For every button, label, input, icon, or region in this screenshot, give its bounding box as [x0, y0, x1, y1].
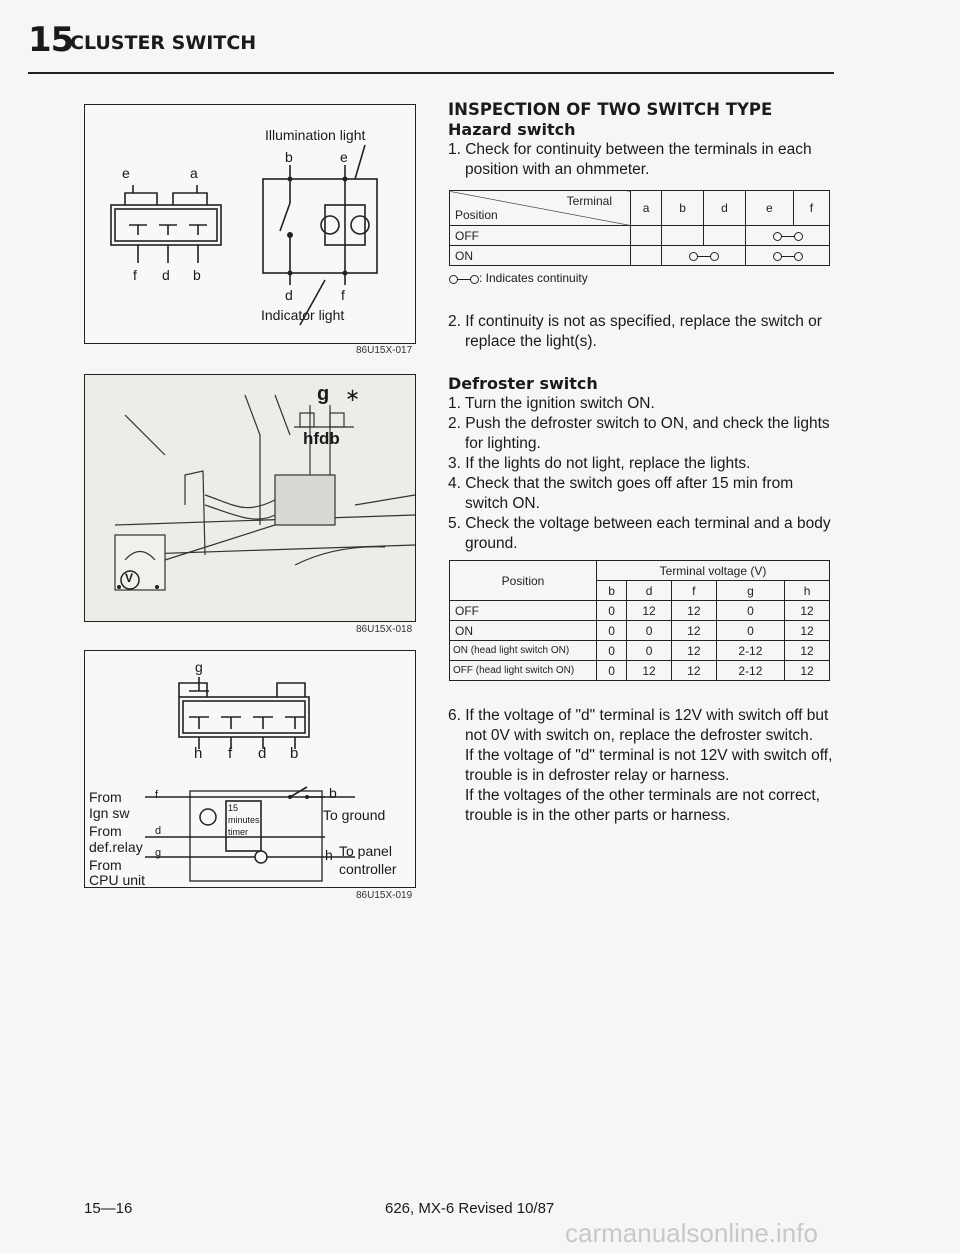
- cell: 12: [785, 641, 830, 661]
- continuity-symbol: [773, 230, 803, 242]
- continuity-symbol: [773, 250, 803, 262]
- table-row: [450, 661, 830, 681]
- defroster-step-5: 5. Check the voltage between each terminal and a body ground.: [448, 515, 831, 552]
- cell: 12: [671, 621, 716, 641]
- defroster-step-1: 1. Turn the ignition switch ON.: [448, 395, 655, 412]
- hazard-continuity-table: [449, 190, 830, 266]
- indicator-label: Indicator light: [261, 307, 345, 323]
- ign-sw-label: Ign sw: [89, 805, 130, 821]
- figure-defroster-circuit: [84, 650, 416, 888]
- row-position: OFF: [450, 601, 597, 621]
- section-number: 15: [28, 20, 74, 60]
- cell: 0: [597, 641, 627, 661]
- photo-label-hfdb: hfdb: [303, 429, 340, 448]
- col-b: b: [662, 191, 704, 226]
- cell: 12: [671, 641, 716, 661]
- table-row: [450, 246, 830, 266]
- figure2-code: 86U15X-018: [356, 624, 413, 635]
- from-label-1: From: [89, 789, 122, 805]
- from-label-2: From: [89, 823, 122, 839]
- term-b-label: b: [329, 785, 337, 801]
- continuity-legend: [449, 271, 588, 285]
- cell: 2-12: [716, 641, 784, 661]
- pin-f: f: [228, 745, 233, 762]
- connector-label-b: b: [193, 267, 201, 283]
- table-row: [450, 621, 830, 641]
- hazard-step-1: 1. Check for continuity between the terminals in each position with an ohmmeter.: [448, 141, 812, 178]
- col-d: d: [704, 191, 746, 226]
- cell: 12: [671, 601, 716, 621]
- connector-label-a: a: [190, 165, 198, 181]
- cell: 0: [597, 661, 627, 681]
- defroster-section: [448, 374, 833, 554]
- row-position: OFF: [450, 226, 631, 246]
- term-h-label: h: [325, 847, 333, 863]
- to-ground-label: To ground: [323, 807, 386, 823]
- circuit-label-f: f: [341, 287, 345, 303]
- defroster-step-3: 3. If the lights do not light, replace the lights.: [448, 455, 751, 472]
- timer-label-1: 15: [228, 803, 239, 813]
- row-position: OFF (head light switch ON): [450, 661, 597, 681]
- voltage-group-header: Terminal voltage (V): [597, 561, 830, 581]
- illumination-label: Illumination light: [265, 127, 366, 143]
- defroster-switch-illustration: [85, 375, 415, 621]
- continuity-symbol: [449, 273, 479, 285]
- defroster-step-6a: 6. If the voltage of "d" terminal is 12V with switch off but not 0V with switch on, replace the defroster switch.: [448, 707, 829, 744]
- defroster-step-4: 4. Check that the switch goes off after 15 min from switch ON.: [448, 475, 794, 512]
- cell: 12: [627, 601, 672, 621]
- row-position: ON: [450, 246, 631, 266]
- hazard-section: [448, 100, 833, 180]
- cell: 2-12: [716, 661, 784, 681]
- timer-label-3: timer: [228, 827, 248, 837]
- defroster-heading: Defroster switch: [448, 374, 598, 393]
- cell: 0: [627, 621, 672, 641]
- watermark: carmanualsonline.info: [565, 1218, 818, 1248]
- circuit-label-d: d: [285, 287, 293, 303]
- header-rule: [28, 72, 834, 74]
- continuity-symbol: [689, 250, 719, 262]
- defroster-step-6-wrap: [448, 706, 833, 826]
- corner-terminal: Terminal: [566, 194, 612, 208]
- def-relay-label: def.relay: [89, 839, 143, 855]
- page-number: 15—16: [84, 1200, 133, 1217]
- cell: 12: [671, 661, 716, 681]
- pin-h: h: [194, 745, 203, 762]
- hazard-switch-diagram: [85, 105, 415, 343]
- voltmeter-label: V: [125, 571, 134, 585]
- cell: 0: [627, 641, 672, 661]
- term-g-label: g: [155, 847, 162, 859]
- pin-b: b: [290, 745, 299, 762]
- table-row: [450, 601, 830, 621]
- page-title: CLUSTER SWITCH: [70, 32, 257, 54]
- cell: 0: [716, 601, 784, 621]
- photo-label-g: g: [317, 383, 330, 405]
- photo-label-star: ∗: [345, 385, 361, 405]
- connector-label-e: e: [122, 165, 130, 181]
- col-b: b: [597, 581, 627, 601]
- legend-text: : Indicates continuity: [479, 271, 588, 285]
- cpu-unit-label: CPU unit: [89, 872, 146, 888]
- figure-defroster-photo: [84, 374, 416, 622]
- pin-d: d: [258, 745, 267, 762]
- section-heading: INSPECTION OF TWO SWITCH TYPE: [448, 100, 773, 119]
- hazard-step-2: 2. If continuity is not as specified, replace the switch or replace the light(s).: [448, 313, 822, 350]
- figure3-code: 86U15X-019: [356, 890, 413, 901]
- col-a: a: [631, 191, 662, 226]
- term-d-label: d: [155, 825, 162, 837]
- col-g: g: [716, 581, 784, 601]
- col-d: d: [627, 581, 672, 601]
- cell: 0: [597, 601, 627, 621]
- controller-label: controller: [339, 861, 397, 877]
- defroster-step-2: 2. Push the defroster switch to ON, and check the lights for lighting.: [448, 415, 830, 452]
- position-header: Position: [450, 561, 597, 601]
- circuit-top-g: g: [195, 659, 203, 675]
- cell: 12: [785, 621, 830, 641]
- to-panel-label: To panel: [339, 843, 392, 859]
- corner-position: Position: [455, 208, 498, 222]
- col-f: f: [671, 581, 716, 601]
- cell: 0: [716, 621, 784, 641]
- col-f: f: [793, 191, 829, 226]
- cell: 12: [785, 661, 830, 681]
- table-row: [450, 641, 830, 661]
- col-e: e: [746, 191, 794, 226]
- term-f-label: f: [155, 789, 159, 801]
- col-h: h: [785, 581, 830, 601]
- hazard-heading: Hazard switch: [448, 120, 576, 139]
- table-corner: [450, 191, 631, 226]
- figure1-code: 86U15X-017: [356, 345, 413, 356]
- circuit-label-b: b: [285, 149, 293, 165]
- cell: 0: [597, 621, 627, 641]
- figure-hazard-switch: [84, 104, 416, 344]
- row-position: ON: [450, 621, 597, 641]
- timer-label-2: minutes: [228, 815, 260, 825]
- cell: 12: [627, 661, 672, 681]
- cell: 12: [785, 601, 830, 621]
- table-row: [450, 226, 830, 246]
- connector-label-f: f: [133, 267, 137, 283]
- row-position: ON (head light switch ON): [450, 641, 597, 661]
- from-label-3: From: [89, 857, 122, 873]
- circuit-label-e: e: [340, 149, 348, 165]
- defroster-step-6b: If the voltage of "d" terminal is not 12V with switch off, trouble is in defroster relay or harness.: [465, 747, 833, 784]
- hazard-step-2-wrap: [448, 312, 833, 352]
- defroster-step-6c: If the voltages of the other terminals are not correct, trouble is in the other parts or harness.: [465, 787, 820, 824]
- connector-label-d: d: [162, 267, 170, 283]
- defroster-voltage-table: [449, 560, 830, 681]
- model-revision: 626, MX-6 Revised 10/87: [385, 1200, 555, 1217]
